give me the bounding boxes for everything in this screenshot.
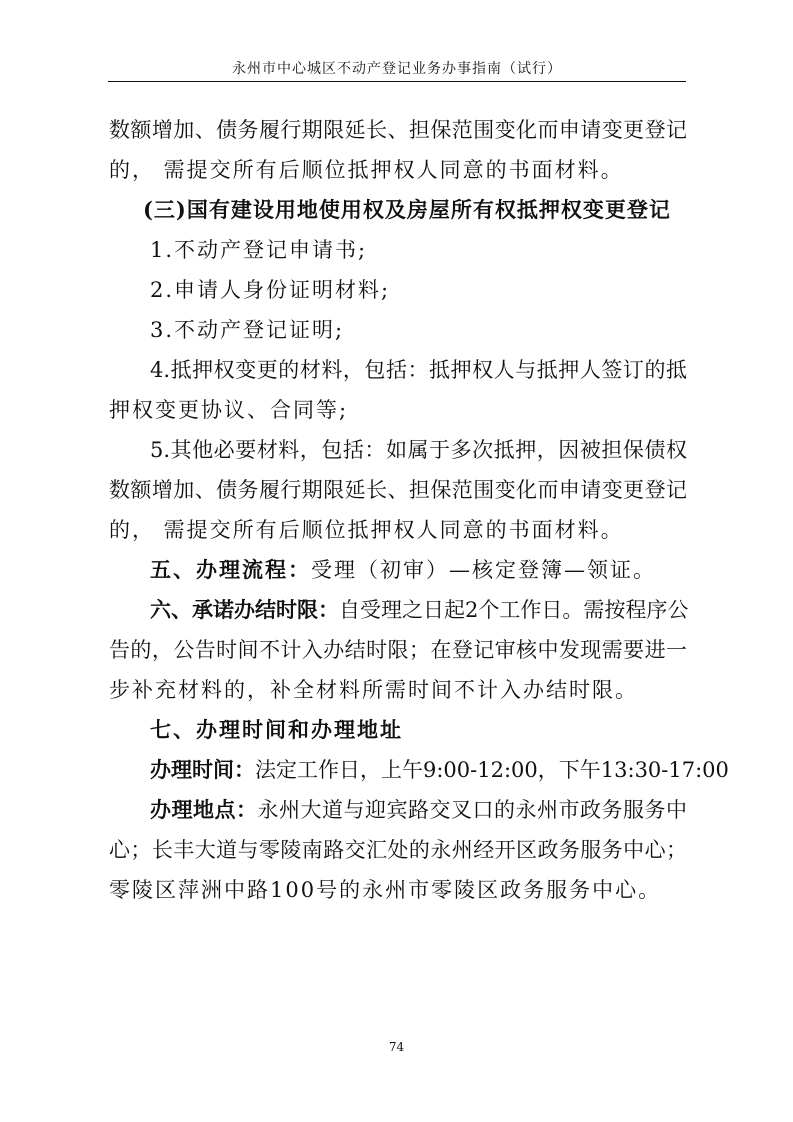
process-text: 受理（初审）—核定登簿—领证。 bbox=[311, 558, 656, 582]
process-paragraph bbox=[150, 553, 656, 587]
list-item: 2.申请人身份证明材料; bbox=[150, 278, 391, 302]
list-item-continuation: 的， 需提交所有后顺位抵押权人同意的书面材料。 bbox=[109, 518, 624, 542]
page-header: 永州市中心城区不动产登记业务办事指南（试行） bbox=[232, 61, 562, 77]
list-item: 4.抵押权变更的材料，包括：抵押权人与抵押人签订的抵 bbox=[150, 358, 687, 382]
address-text: 永州大道与迎宾路交叉口的永州市政务服务中 bbox=[257, 798, 687, 822]
time-label: 办理时间： bbox=[150, 757, 255, 782]
process-label: 五、办理流程： bbox=[150, 557, 311, 582]
address-continuation: 零陵区萍洲中路100号的永州市零陵区政务服务中心。 bbox=[109, 878, 662, 902]
list-item-continuation: 押权变更协议、合同等; bbox=[109, 398, 349, 422]
deadline-text: 自受理之日起2个工作日。需按程序公 bbox=[339, 598, 689, 622]
deadline-text-continuation: 步补充材料的，补全材料所需时间不计入办结时限。 bbox=[109, 678, 638, 702]
address-label: 办理地点： bbox=[150, 797, 258, 822]
deadline-text-continuation: 告的，公告时间不计入办结时限；在登记审核中发现需要进一 bbox=[109, 638, 687, 662]
page-number: 74 bbox=[388, 1040, 405, 1054]
deadline-paragraph bbox=[150, 593, 687, 627]
office-address bbox=[150, 793, 687, 827]
text-line: 的， 需提交所有后顺位抵押权人同意的书面材料。 bbox=[109, 158, 624, 182]
list-item: 3.不动产登记证明; bbox=[150, 318, 345, 342]
section-heading-7: 七、办理时间和办理地址 bbox=[150, 717, 403, 742]
time-text: 法定工作日，上午9:00-12:00，下午13:30-17:00 bbox=[255, 758, 729, 782]
list-item: 5.其他必要材料，包括：如属于多次抵押，因被担保债权 bbox=[150, 438, 687, 462]
header-rule bbox=[108, 81, 686, 82]
deadline-label: 六、承诺办结时限： bbox=[150, 597, 339, 622]
text-line: 数额增加、债务履行期限延长、担保范围变化而申请变更登记 bbox=[109, 118, 687, 142]
list-item-continuation: 数额增加、债务履行期限延长、担保范围变化而申请变更登记 bbox=[109, 478, 687, 502]
address-continuation: 心；长丰大道与零陵南路交汇处的永州经开区政务服务中心； bbox=[109, 838, 687, 862]
section-heading-3: (三)国有建设用地使用权及房屋所有权抵押权变更登记 bbox=[143, 197, 671, 222]
office-hours bbox=[150, 753, 729, 787]
list-item: 1.不动产登记申请书; bbox=[150, 238, 368, 262]
